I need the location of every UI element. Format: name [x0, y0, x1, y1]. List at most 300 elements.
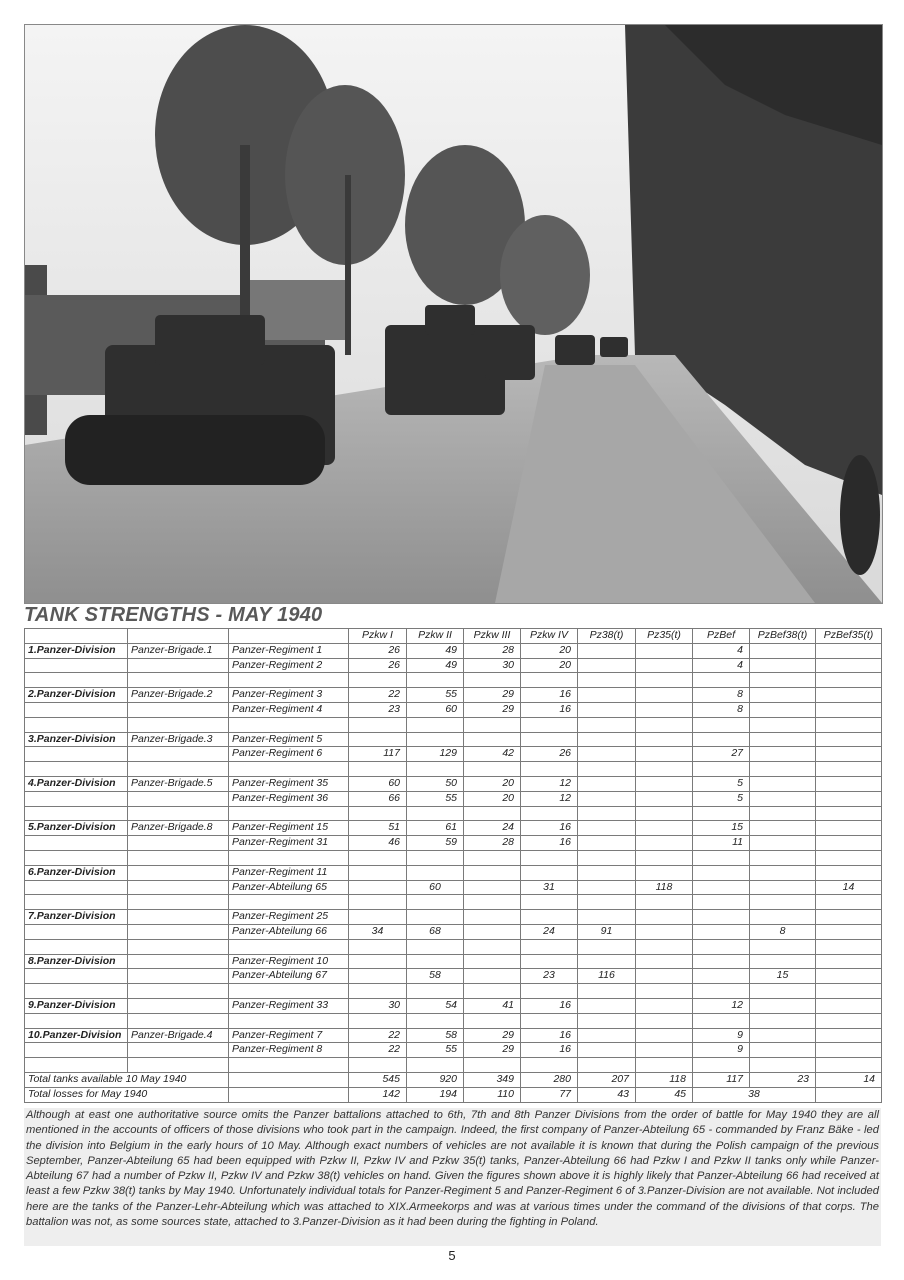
- value-cell: [349, 717, 407, 732]
- brigade-cell: [128, 954, 229, 969]
- col-header: Pzkw III: [464, 629, 521, 644]
- value-cell: 26: [349, 643, 407, 658]
- value-cell: [816, 954, 882, 969]
- division-cell: [25, 939, 128, 954]
- regiment-cell: Panzer-Regiment 8: [229, 1043, 349, 1058]
- value-cell: [750, 880, 816, 895]
- value-cell: [521, 717, 578, 732]
- value-cell: [750, 658, 816, 673]
- table-row: [25, 776, 882, 791]
- regiment-cell: Panzer-Regiment 33: [229, 998, 349, 1013]
- division-cell: 5.Panzer-Division: [25, 821, 128, 836]
- value-cell: 8: [750, 924, 816, 939]
- value-cell: 34: [349, 924, 407, 939]
- value-cell: 20: [464, 791, 521, 806]
- table-row: [25, 984, 882, 999]
- value-cell: [750, 776, 816, 791]
- value-cell: [636, 924, 693, 939]
- value-cell: [578, 776, 636, 791]
- value-cell: [750, 717, 816, 732]
- value-cell: [816, 688, 882, 703]
- col-header: Pzkw II: [407, 629, 464, 644]
- explanatory-note: Although at east one authoritative source omits the Panzer battalions attached to 6th, 7th and 8th Panzer Divisions from the order of battle for May 1940 they are all mentioned in the accounts of officers of those divisions who took part in the campaign. Indeed, the first company of Panzer-Abteilung 65 - commanded by Franz Bäke - led the division into Belgium in the early hours of 10 May. Although exact numbers of vehicles are not available it is known that during the Polish campaign of the previous September, Panzer-Abteilung 65 had been equipped with Pzkw II, Pzkw IV and Pzkw 35(t) tanks, Panzer-Abteilung 66 had Pzkw I and Pzkw II tanks only while Panzer-Abteilung 67 had a number of Pzkw II, Pzkw IV and Pzkw 38(t) vehicles on hand. Given the figures shown above it is highly likely that Panzer-Abteilung 66 had received at least a few Pzkw 38(t) tanks by May 1940. Unfortunately individual totals for Panzer-Regiment 5 and Panzer-Regiment 6 of 3.Panzer-Division are not available. Not included here are the tanks of the Panzer-Lehr-Abteilung which was attached to XIX.Armeekorps and was at various times under the command of the divisions of that corps. The battalion was not, as some sources state, attached to 3.Panzer-Division as it had been during the fighting in Poland.: [24, 1108, 881, 1246]
- value-cell: [816, 791, 882, 806]
- value-cell: [578, 865, 636, 880]
- page-number: 5: [448, 1248, 456, 1263]
- value-cell: [636, 702, 693, 717]
- value-cell: [407, 1013, 464, 1028]
- value-cell: 116: [578, 969, 636, 984]
- value-cell: [578, 762, 636, 777]
- value-cell: [636, 1028, 693, 1043]
- division-cell: [25, 658, 128, 673]
- value-cell: [578, 658, 636, 673]
- loss-value: 110: [464, 1087, 521, 1102]
- brigade-cell: Panzer-Brigade.1: [128, 643, 229, 658]
- value-cell: [816, 643, 882, 658]
- col-header: PzBef35(t): [816, 629, 882, 644]
- value-cell: [693, 880, 750, 895]
- total-value: 280: [521, 1072, 578, 1087]
- value-cell: [349, 1013, 407, 1028]
- value-cell: [464, 880, 521, 895]
- value-cell: 61: [407, 821, 464, 836]
- regiment-cell: Panzer-Regiment 5: [229, 732, 349, 747]
- value-cell: 29: [464, 1028, 521, 1043]
- value-cell: [750, 836, 816, 851]
- regiment-cell: Panzer-Regiment 4: [229, 702, 349, 717]
- value-cell: [816, 998, 882, 1013]
- value-cell: [407, 910, 464, 925]
- value-cell: [578, 998, 636, 1013]
- table-row: [25, 850, 882, 865]
- value-cell: [464, 910, 521, 925]
- total-value: 545: [349, 1072, 407, 1087]
- value-cell: [750, 910, 816, 925]
- brigade-cell: [128, 806, 229, 821]
- value-cell: [750, 954, 816, 969]
- value-cell: [750, 643, 816, 658]
- division-cell: [25, 1043, 128, 1058]
- value-cell: 41: [464, 998, 521, 1013]
- value-cell: 4: [693, 658, 750, 673]
- table-row: [25, 688, 882, 703]
- brigade-cell: [128, 747, 229, 762]
- value-cell: [521, 762, 578, 777]
- total-value: 118: [636, 1072, 693, 1087]
- table-row: [25, 910, 882, 925]
- value-cell: 60: [349, 776, 407, 791]
- value-cell: [636, 865, 693, 880]
- value-cell: [407, 732, 464, 747]
- table-row: [25, 658, 882, 673]
- division-cell: 6.Panzer-Division: [25, 865, 128, 880]
- value-cell: [750, 688, 816, 703]
- value-cell: [750, 998, 816, 1013]
- table-header-row: [25, 629, 882, 644]
- value-cell: [636, 850, 693, 865]
- division-cell: [25, 717, 128, 732]
- value-cell: 91: [578, 924, 636, 939]
- table-row: [25, 806, 882, 821]
- value-cell: [816, 762, 882, 777]
- division-cell: [25, 791, 128, 806]
- value-cell: [349, 954, 407, 969]
- col-header: Pzkw I: [349, 629, 407, 644]
- value-cell: [816, 924, 882, 939]
- value-cell: [693, 732, 750, 747]
- value-cell: 118: [636, 880, 693, 895]
- value-cell: 8: [693, 688, 750, 703]
- value-cell: [693, 850, 750, 865]
- value-cell: 16: [521, 836, 578, 851]
- value-cell: 23: [349, 702, 407, 717]
- value-cell: 46: [349, 836, 407, 851]
- value-cell: [693, 924, 750, 939]
- total-value: 207: [578, 1072, 636, 1087]
- division-cell: [25, 984, 128, 999]
- value-cell: [578, 1043, 636, 1058]
- value-cell: [521, 954, 578, 969]
- value-cell: 30: [464, 658, 521, 673]
- regiment-cell: Panzer-Regiment 35: [229, 776, 349, 791]
- value-cell: [636, 688, 693, 703]
- value-cell: 16: [521, 1028, 578, 1043]
- division-cell: 1.Panzer-Division: [25, 643, 128, 658]
- table-row: [25, 969, 882, 984]
- brigade-cell: [128, 998, 229, 1013]
- value-cell: [349, 910, 407, 925]
- value-cell: 22: [349, 688, 407, 703]
- value-cell: [816, 836, 882, 851]
- value-cell: 26: [521, 747, 578, 762]
- regiment-cell: [229, 984, 349, 999]
- value-cell: 5: [693, 791, 750, 806]
- value-cell: [349, 1058, 407, 1073]
- value-cell: [349, 880, 407, 895]
- brigade-cell: [128, 702, 229, 717]
- value-cell: [636, 776, 693, 791]
- value-cell: 24: [464, 821, 521, 836]
- value-cell: [349, 806, 407, 821]
- table-row: [25, 998, 882, 1013]
- value-cell: [521, 850, 578, 865]
- division-cell: [25, 836, 128, 851]
- value-cell: [407, 717, 464, 732]
- value-cell: [578, 643, 636, 658]
- division-cell: 2.Panzer-Division: [25, 688, 128, 703]
- regiment-cell: Panzer-Regiment 7: [229, 1028, 349, 1043]
- value-cell: 60: [407, 702, 464, 717]
- totals-row: [25, 1087, 882, 1102]
- regiment-cell: [229, 1013, 349, 1028]
- regiment-cell: Panzer-Regiment 31: [229, 836, 349, 851]
- value-cell: [693, 806, 750, 821]
- value-cell: 16: [521, 688, 578, 703]
- value-cell: 55: [407, 688, 464, 703]
- value-cell: [750, 939, 816, 954]
- value-cell: 23: [521, 969, 578, 984]
- table-row: [25, 924, 882, 939]
- table-row: [25, 732, 882, 747]
- brigade-cell: [128, 717, 229, 732]
- value-cell: [349, 865, 407, 880]
- value-cell: [521, 910, 578, 925]
- value-cell: [464, 762, 521, 777]
- value-cell: [636, 1013, 693, 1028]
- brigade-cell: [128, 762, 229, 777]
- value-cell: [636, 836, 693, 851]
- loss-value: 77: [521, 1087, 578, 1102]
- value-cell: [578, 717, 636, 732]
- value-cell: 68: [407, 924, 464, 939]
- value-cell: [750, 984, 816, 999]
- col-header: PzBef38(t): [750, 629, 816, 644]
- regiment-cell: Panzer-Regiment 1: [229, 643, 349, 658]
- value-cell: 129: [407, 747, 464, 762]
- totals-label: Total losses for May 1940: [25, 1087, 229, 1102]
- value-cell: [578, 806, 636, 821]
- value-cell: [407, 939, 464, 954]
- value-cell: [349, 762, 407, 777]
- table-row: [25, 836, 882, 851]
- table-row: [25, 1043, 882, 1058]
- value-cell: [750, 895, 816, 910]
- value-cell: [578, 880, 636, 895]
- value-cell: [693, 717, 750, 732]
- value-cell: 20: [521, 658, 578, 673]
- regiment-cell: [229, 939, 349, 954]
- value-cell: [407, 850, 464, 865]
- value-cell: [578, 895, 636, 910]
- division-cell: [25, 762, 128, 777]
- value-cell: 55: [407, 791, 464, 806]
- table-row: [25, 702, 882, 717]
- value-cell: [636, 954, 693, 969]
- value-cell: [578, 1028, 636, 1043]
- value-cell: [521, 1058, 578, 1073]
- brigade-cell: Panzer-Brigade.4: [128, 1028, 229, 1043]
- value-cell: [636, 984, 693, 999]
- tank-photo: [24, 24, 883, 604]
- value-cell: [464, 806, 521, 821]
- value-cell: 22: [349, 1028, 407, 1043]
- division-cell: [25, 1058, 128, 1073]
- value-cell: [816, 776, 882, 791]
- table-row: [25, 1013, 882, 1028]
- total-value: 349: [464, 1072, 521, 1087]
- value-cell: 4: [693, 643, 750, 658]
- value-cell: [464, 954, 521, 969]
- value-cell: [816, 1028, 882, 1043]
- brigade-cell: [128, 1058, 229, 1073]
- value-cell: [750, 1043, 816, 1058]
- value-cell: [750, 865, 816, 880]
- value-cell: [578, 673, 636, 688]
- division-cell: [25, 673, 128, 688]
- division-cell: 8.Panzer-Division: [25, 954, 128, 969]
- value-cell: [750, 821, 816, 836]
- regiment-cell: [229, 762, 349, 777]
- regiment-cell: [229, 1058, 349, 1073]
- value-cell: [636, 747, 693, 762]
- value-cell: [464, 1058, 521, 1073]
- value-cell: [693, 969, 750, 984]
- table-row: [25, 762, 882, 777]
- value-cell: 51: [349, 821, 407, 836]
- value-cell: [636, 717, 693, 732]
- value-cell: [578, 732, 636, 747]
- value-cell: [750, 702, 816, 717]
- value-cell: [750, 673, 816, 688]
- value-cell: [407, 1058, 464, 1073]
- division-cell: [25, 1013, 128, 1028]
- value-cell: 14: [816, 880, 882, 895]
- value-cell: [407, 673, 464, 688]
- value-cell: [349, 939, 407, 954]
- value-cell: [816, 732, 882, 747]
- value-cell: [750, 1058, 816, 1073]
- value-cell: [578, 1058, 636, 1073]
- brigade-cell: Panzer-Brigade.8: [128, 821, 229, 836]
- value-cell: 15: [750, 969, 816, 984]
- division-cell: [25, 850, 128, 865]
- value-cell: 20: [521, 643, 578, 658]
- regiment-cell: Panzer-Regiment 36: [229, 791, 349, 806]
- col-header: Pz35(t): [636, 629, 693, 644]
- table-title: TANK STRENGTHS - MAY 1940: [24, 604, 323, 626]
- value-cell: [816, 747, 882, 762]
- value-cell: [693, 762, 750, 777]
- table-row: [25, 895, 882, 910]
- value-cell: [578, 984, 636, 999]
- table-row: [25, 717, 882, 732]
- value-cell: 12: [693, 998, 750, 1013]
- value-cell: [464, 969, 521, 984]
- value-cell: 58: [407, 1028, 464, 1043]
- value-cell: 49: [407, 643, 464, 658]
- value-cell: 28: [464, 836, 521, 851]
- value-cell: [750, 791, 816, 806]
- brigade-cell: [128, 880, 229, 895]
- division-cell: [25, 702, 128, 717]
- brigade-cell: [128, 836, 229, 851]
- value-cell: [816, 1043, 882, 1058]
- value-cell: [636, 791, 693, 806]
- value-cell: [578, 939, 636, 954]
- value-cell: [521, 732, 578, 747]
- value-cell: [407, 954, 464, 969]
- division-cell: [25, 969, 128, 984]
- loss-value: 142: [349, 1087, 407, 1102]
- value-cell: 29: [464, 1043, 521, 1058]
- regiment-cell: [229, 673, 349, 688]
- value-cell: [578, 910, 636, 925]
- table-row: [25, 1058, 882, 1073]
- value-cell: [816, 969, 882, 984]
- value-cell: 8: [693, 702, 750, 717]
- value-cell: [521, 865, 578, 880]
- brigade-cell: [128, 910, 229, 925]
- value-cell: 49: [407, 658, 464, 673]
- value-cell: 16: [521, 702, 578, 717]
- value-cell: [816, 984, 882, 999]
- division-cell: [25, 806, 128, 821]
- regiment-cell: Panzer-Regiment 10: [229, 954, 349, 969]
- brigade-cell: Panzer-Brigade.5: [128, 776, 229, 791]
- value-cell: [816, 910, 882, 925]
- value-cell: 27: [693, 747, 750, 762]
- value-cell: [693, 910, 750, 925]
- value-cell: [693, 1013, 750, 1028]
- regiment-cell: Panzer-Regiment 11: [229, 865, 349, 880]
- value-cell: [816, 895, 882, 910]
- value-cell: [816, 850, 882, 865]
- value-cell: [464, 717, 521, 732]
- value-cell: [636, 806, 693, 821]
- value-cell: [521, 984, 578, 999]
- division-cell: 10.Panzer-Division: [25, 1028, 128, 1043]
- value-cell: 55: [407, 1043, 464, 1058]
- value-cell: 50: [407, 776, 464, 791]
- division-cell: [25, 924, 128, 939]
- value-cell: [816, 865, 882, 880]
- regiment-cell: Panzer-Regiment 3: [229, 688, 349, 703]
- value-cell: 30: [349, 998, 407, 1013]
- value-cell: [407, 984, 464, 999]
- value-cell: [407, 865, 464, 880]
- table-row: [25, 821, 882, 836]
- regiment-cell: Panzer-Regiment 2: [229, 658, 349, 673]
- value-cell: [349, 895, 407, 910]
- value-cell: 22: [349, 1043, 407, 1058]
- value-cell: [578, 747, 636, 762]
- value-cell: [349, 732, 407, 747]
- totals-label: Total tanks available 10 May 1940: [25, 1072, 229, 1087]
- brigade-cell: [128, 658, 229, 673]
- value-cell: [636, 658, 693, 673]
- value-cell: 11: [693, 836, 750, 851]
- division-cell: [25, 747, 128, 762]
- value-cell: 16: [521, 998, 578, 1013]
- regiment-cell: Panzer-Regiment 15: [229, 821, 349, 836]
- regiment-cell: Panzer-Abteilung 67: [229, 969, 349, 984]
- value-cell: [464, 865, 521, 880]
- value-cell: 60: [407, 880, 464, 895]
- regiment-cell: [229, 717, 349, 732]
- value-cell: [578, 850, 636, 865]
- value-cell: 5: [693, 776, 750, 791]
- value-cell: [349, 850, 407, 865]
- division-cell: [25, 880, 128, 895]
- value-cell: [816, 1013, 882, 1028]
- value-cell: [464, 984, 521, 999]
- value-cell: 29: [464, 688, 521, 703]
- brigade-cell: [128, 969, 229, 984]
- value-cell: [750, 1013, 816, 1028]
- table-row: [25, 643, 882, 658]
- brigade-cell: [128, 924, 229, 939]
- table-row: [25, 1028, 882, 1043]
- value-cell: 31: [521, 880, 578, 895]
- value-cell: [464, 939, 521, 954]
- value-cell: 9: [693, 1028, 750, 1043]
- value-cell: [578, 1013, 636, 1028]
- regiment-cell: Panzer-Abteilung 66: [229, 924, 349, 939]
- tank-strength-table: [24, 628, 882, 1103]
- total-value: 14: [816, 1072, 882, 1087]
- brigade-cell: [128, 850, 229, 865]
